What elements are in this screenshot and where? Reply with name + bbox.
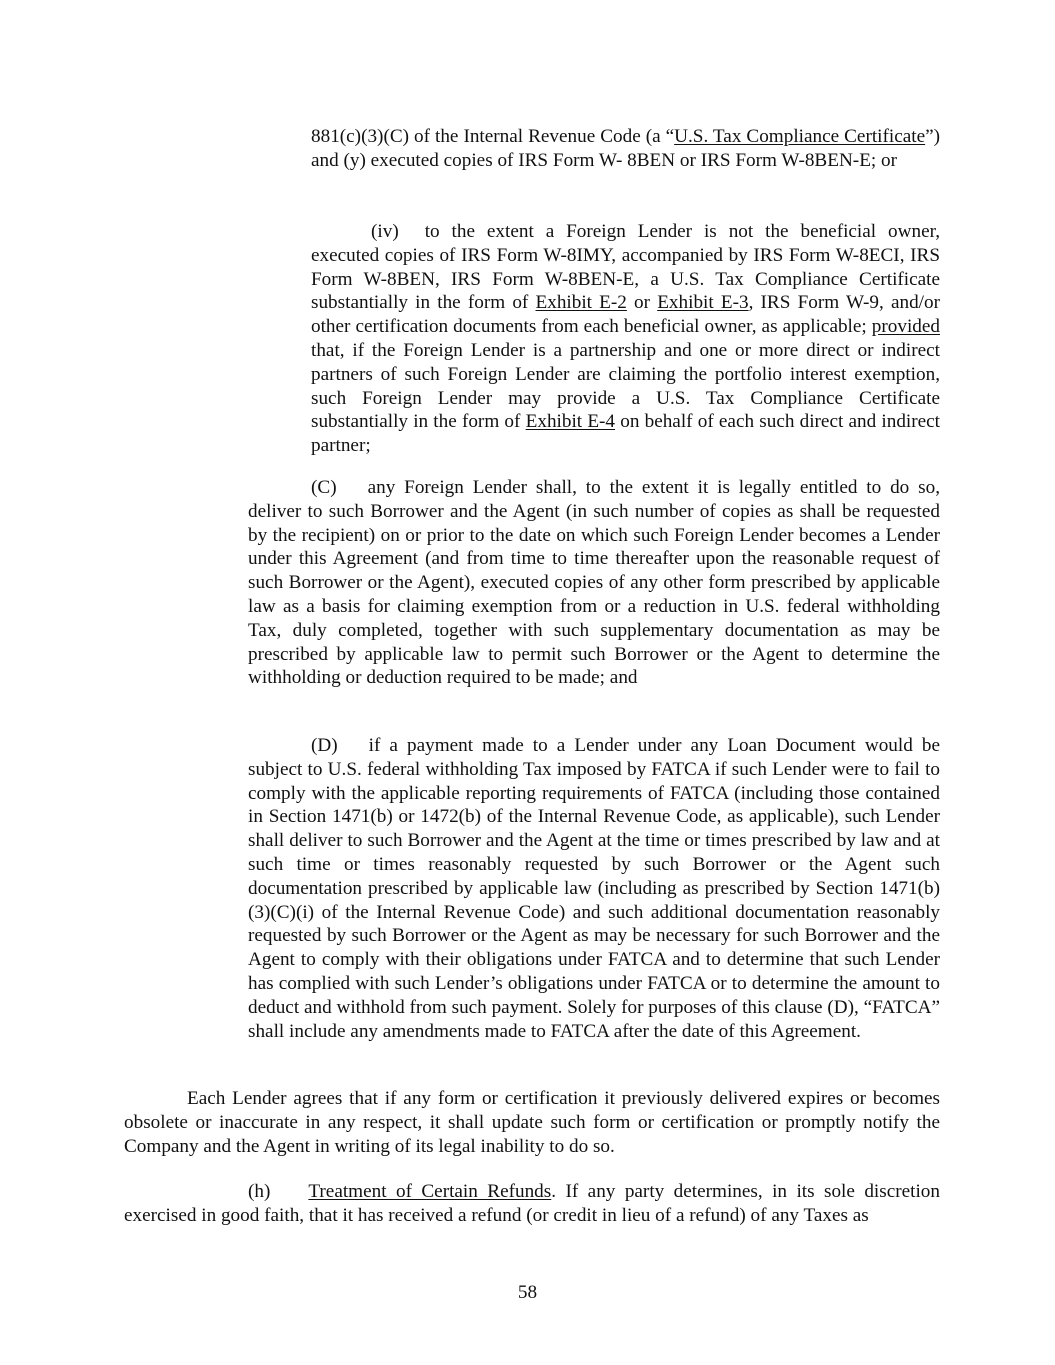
text-run: if a payment made to a Lender under any Loan Document would be subject to U.S. federal withholding Tax imposed by FATCA if such Lender were to fail to comply with the applicable reporting requirements of FATCA (including those contained in Section 1471(b) or 1472(b) of the Internal Revenue Code, as applicable), such Lender shall deliver to such Borrower and the Agent at the time or times prescribed by law and at such time or times reasonably requested by such Borrower or the Agent such documentation prescribed by applicable law (including as prescribed by Section 1471(b)(3)(C)(i) of the Internal Revenue Code) and such additional documentation reasonably requested by such Borrower or the Agent as may be necessary for such Borrower and the Agent to comply with their obligations under FATCA and to determine that such Lender has complied with such Lender’s obligations under FATCA or to determine the amount to deduct and withhold from such payment. Solely for purposes of this clause (D), “FATCA” shall include any amendments made to FATCA after the date of this Agreement. xyxy=(248,735,940,1042)
paragraph-clause-h xyxy=(124,1180,940,1228)
exhibit-reference-e2: Exhibit E-2 xyxy=(535,292,627,314)
section-heading-treatment-of-certain-refunds: Treatment of Certain Refunds xyxy=(308,1181,552,1202)
text-run: . If any party determines, in its sole discretion exercised in good faith, that it has received a refund (or credit in lieu of a refund) of any Taxes as xyxy=(124,1181,940,1226)
paragraph-clause-iv xyxy=(311,220,940,458)
clause-label-iv: (iv) xyxy=(371,221,399,242)
text-run: Each Lender agrees that if any form or certification it previously delivered expires or becomes obsolete or inaccurate in any respect, it shall update such form or certification or promptly notify the Company and the Agent in writing of its legal inability to do so. xyxy=(124,1088,940,1157)
text-run: ”) and (y) executed copies of IRS Form W- 8BEN or IRS Form W-8BEN-E; or xyxy=(311,126,940,171)
paragraph-us-tax-compliance-tail xyxy=(311,125,940,173)
defined-term-us-tax-compliance-certificate: U.S. Tax Compliance Certificate xyxy=(674,126,926,147)
clause-label-d: (D) xyxy=(311,735,338,756)
text-run: that, if the Foreign Lender is a partnership and one or more direct or indirect partners of such Foreign Lender are claiming the portfolio interest exemption, such Foreign Lender may provide a U.S. Tax Compliance Certificate substantially in the form of xyxy=(311,339,940,433)
exhibit-reference-e4: Exhibit E-4 xyxy=(525,411,616,433)
clause-label-h: (h) xyxy=(248,1181,271,1202)
text-run: , IRS Form W-9, and/or other certification documents from each beneficial owner, as applicable; xyxy=(311,292,940,338)
paragraph-each-lender-agrees xyxy=(124,1087,940,1158)
exhibit-reference-e3: Exhibit E-3 xyxy=(657,292,749,314)
paragraph-clause-c xyxy=(248,476,940,690)
page-number: 58 xyxy=(517,1282,538,1303)
paragraph-clause-d xyxy=(248,734,940,1043)
text-run: on behalf of each such direct and indirect partner; xyxy=(311,411,940,457)
text-run: any Foreign Lender shall, to the extent it is legally entitled to do so, deliver to such Borrower and the Agent (in such number of copies as shall be requested by the recipient) on or prior to the date on which such Foreign Lender becomes a Lender under this Agreement (and from time to time thereafter upon the reasonable request of such Borrower or the Agent), executed copies of any other form prescribed by applicable law as a basis for claiming exemption from or a reduction in U.S. federal withholding Tax, duly completed, together with such supplementary documentation as may be prescribed by applicable law to permit such Borrower or the Agent to determine the withholding or deduction required to be made; and xyxy=(248,477,940,689)
defined-term-provided: provided xyxy=(871,316,940,338)
clause-label-c: (C) xyxy=(311,477,337,498)
text-run: 881(c)(3)(C) of the Internal Revenue Code (a “ xyxy=(311,126,675,147)
text-run: or xyxy=(626,292,658,314)
text-run: to the extent a Foreign Lender is not the beneficial owner, executed copies of IRS Form W-8IMY, accompanied by IRS Form W-8ECI, IRS Form W-8BEN, IRS Form W-8BEN-E, a U.S. Tax Compliance Certificate substantially in the form of xyxy=(311,221,940,314)
